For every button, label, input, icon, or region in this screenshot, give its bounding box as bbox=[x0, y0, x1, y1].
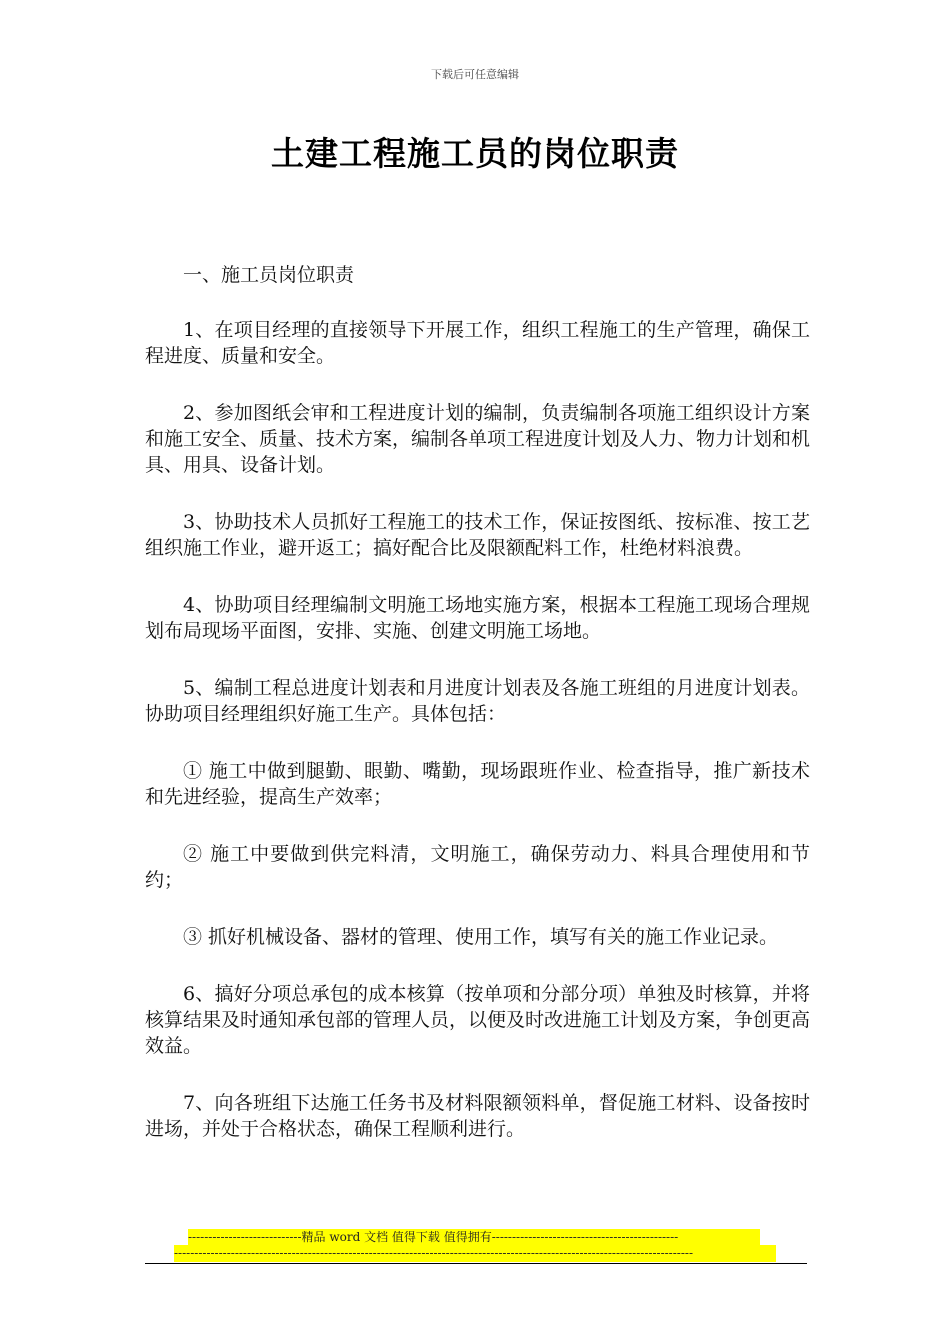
footer-divider bbox=[145, 1263, 807, 1264]
duty-item-4: 4、协助项目经理编制文明施工场地实施方案，根据本工程施工现场合理规划布局现场平面图，安排、实施、创建文明施工场地。 bbox=[145, 594, 810, 642]
document-body bbox=[145, 262, 810, 1173]
footer-banner-line-1: ----------------------------精品 word 文档 值得下载 值得拥有---------------------------------------------- bbox=[188, 1229, 760, 1246]
duty-item-3: 3、协助技术人员抓好工程施工的技术工作，保证按图纸、按标准、按工艺组织施工作业，避开返工；搞好配合比及限额配料工作，杜绝材料浪费。 bbox=[145, 511, 810, 559]
duty-item-1: 1、在项目经理的直接领导下开展工作，组织工程施工的生产管理，确保工程进度、质量和安全。 bbox=[145, 319, 810, 367]
duty-subitem-3: ③ 抓好机械设备、器材的管理、使用工作，填写有关的施工作业记录。 bbox=[183, 926, 779, 948]
page-header-note: 下载后可任意编辑 bbox=[431, 68, 519, 81]
duty-item-5: 5、编制工程总进度计划表和月进度计划表及各施工班组的月进度计划表。协助项目经理组织好施工生产。具体包括： bbox=[145, 677, 810, 725]
duty-subitem-2: ② 施工中要做到供完料清，文明施工，确保劳动力、料具合理使用和节约； bbox=[145, 843, 810, 891]
duty-item-2: 2、参加图纸会审和工程进度计划的编制，负责编制各项施工组织设计方案和施工安全、质量、技术方案，编制各单项工程进度计划及人力、物力计划和机具、用具、设备计划。 bbox=[145, 402, 811, 476]
document-title: 土建工程施工员的岗位职责 bbox=[271, 134, 679, 173]
footer-banner-line-2: -------------------------------------------------------------------------------------------------------------------------------- bbox=[174, 1245, 776, 1262]
duty-subitem-1: ① 施工中做到腿勤、眼勤、嘴勤，现场跟班作业、检查指导，推广新技术和先进经验，提高生产效率； bbox=[145, 760, 810, 808]
duty-item-7: 7、向各班组下达施工任务书及材料限额领料单，督促施工材料、设备按时进场，并处于合格状态，确保工程顺利进行。 bbox=[145, 1092, 810, 1140]
section-heading: 一、施工员岗位职责 bbox=[183, 264, 355, 286]
duty-item-6: 6、搞好分项总承包的成本核算（按单项和分部分项）单独及时核算，并将核算结果及时通知承包部的管理人员，以便及时改进施工计划及方案，争创更高效益。 bbox=[145, 983, 811, 1057]
